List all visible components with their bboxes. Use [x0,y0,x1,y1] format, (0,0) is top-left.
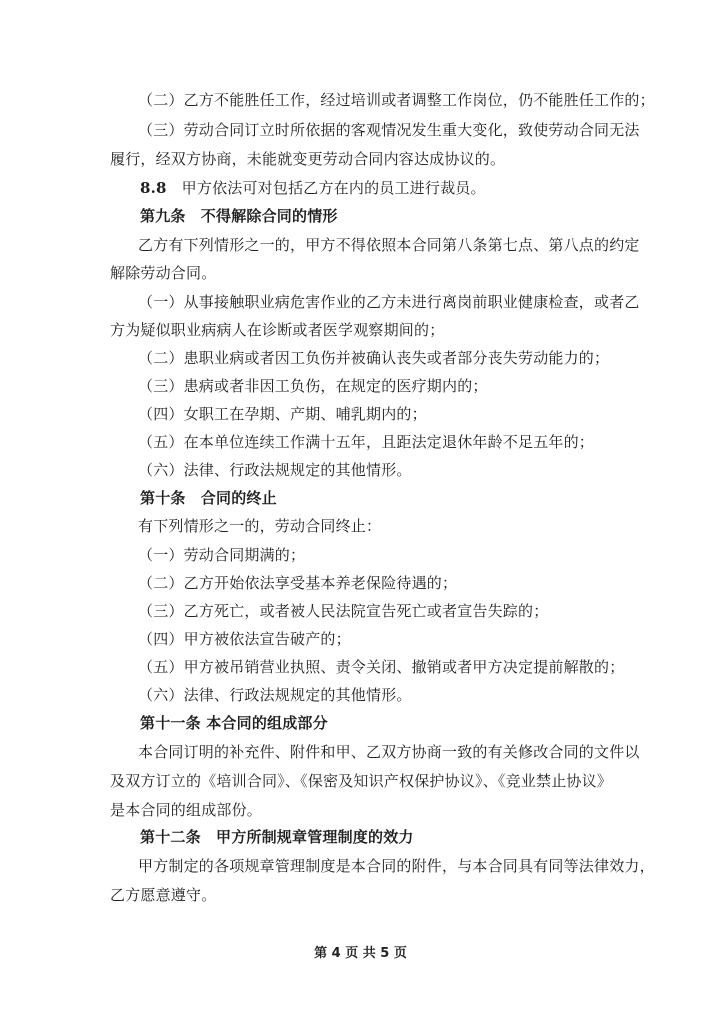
paragraph-line: 方为疑似职业病病人在诊断或者医学观察期间的； [110,321,445,339]
section-heading: 第十一条 本合同的组成部分 [140,714,328,732]
section-heading: 第九条 不得解除合同的情形 [140,207,338,225]
paragraph-line: 履行，经双方协商，未能就变更劳动合同内容达成协议的。 [110,150,506,168]
list-item: （五）在本单位连续工作满十五年，且距法定退休年龄不足五年的； [138,433,595,451]
list-item: （五）甲方被吊销营业执照、责令关闭、撤销或者甲方决定提前解散的； [138,658,625,676]
paragraph-line: 甲方制定的各项规章管理制度是本合同的附件，与本合同具有同等法律效力， [138,857,655,875]
clause-number: 8.8 [140,179,167,197]
paragraph-line: 及双方订立的《培训合同》、《保密及知识产权保护协议》、《竞业禁止协议》 [110,772,613,790]
list-item: （二）患职业病或者因工负伤并被确认丧失或者部分丧失劳动能力的； [138,349,610,367]
paragraph-line: 解除劳动合同。 [110,264,217,282]
list-item: （二）乙方开始依法享受基本养老保险待遇的； [138,574,458,592]
paragraph-line: 是本合同的组成部份。 [110,801,263,819]
paragraph-line: 乙方有下列情形之一的，甲方不得依照本合同第八条第七点、第八点的约定 [138,236,640,254]
list-item: （六）法律、行政法规规定的其他情形。 [138,686,412,704]
paragraph-line: （三）劳动合同订立时所依据的客观情况发生重大变化，致使劳动合同无法 [138,121,640,139]
list-item: （四）甲方被依法宣告破产的； [138,630,351,648]
list-item: （六）法律、行政法规规定的其他情形。 [138,461,412,479]
paragraph-line: 有下列情形之一的，劳动合同终止： [138,517,382,535]
page-footer: 第 4 页 共 5 页 [314,946,407,961]
clause-text: 甲方依法可对包括乙方在内的员工进行裁员。 [181,179,486,197]
paragraph-line: 本合同订明的补充件、附件和甲、乙双方协商一致的有关修改合同的文件以 [138,743,640,761]
paragraph-line: （二）乙方不能胜任工作，经过培训或者调整工作岗位，仍不能胜任工作的； [138,91,655,109]
section-heading: 第十条 合同的终止 [140,489,277,507]
paragraph-line: （一）从事接触职业病危害作业的乙方未进行离岗前职业健康检查，或者乙 [138,293,640,311]
section-heading: 第十二条 甲方所制规章管理制度的效力 [140,828,414,846]
list-item: （一）劳动合同期满的； [138,546,306,564]
clause-8-8 [140,178,486,198]
paragraph-line: 乙方愿意遵守。 [110,886,217,904]
list-item: （三）患病或者非因工负伤，在规定的医疗期内的； [138,377,488,395]
list-item: （四）女职工在孕期、产期、哺乳期内的； [138,405,427,423]
list-item: （三）乙方死亡，或者被人民法院宣告死亡或者宣告失踪的； [138,602,549,620]
